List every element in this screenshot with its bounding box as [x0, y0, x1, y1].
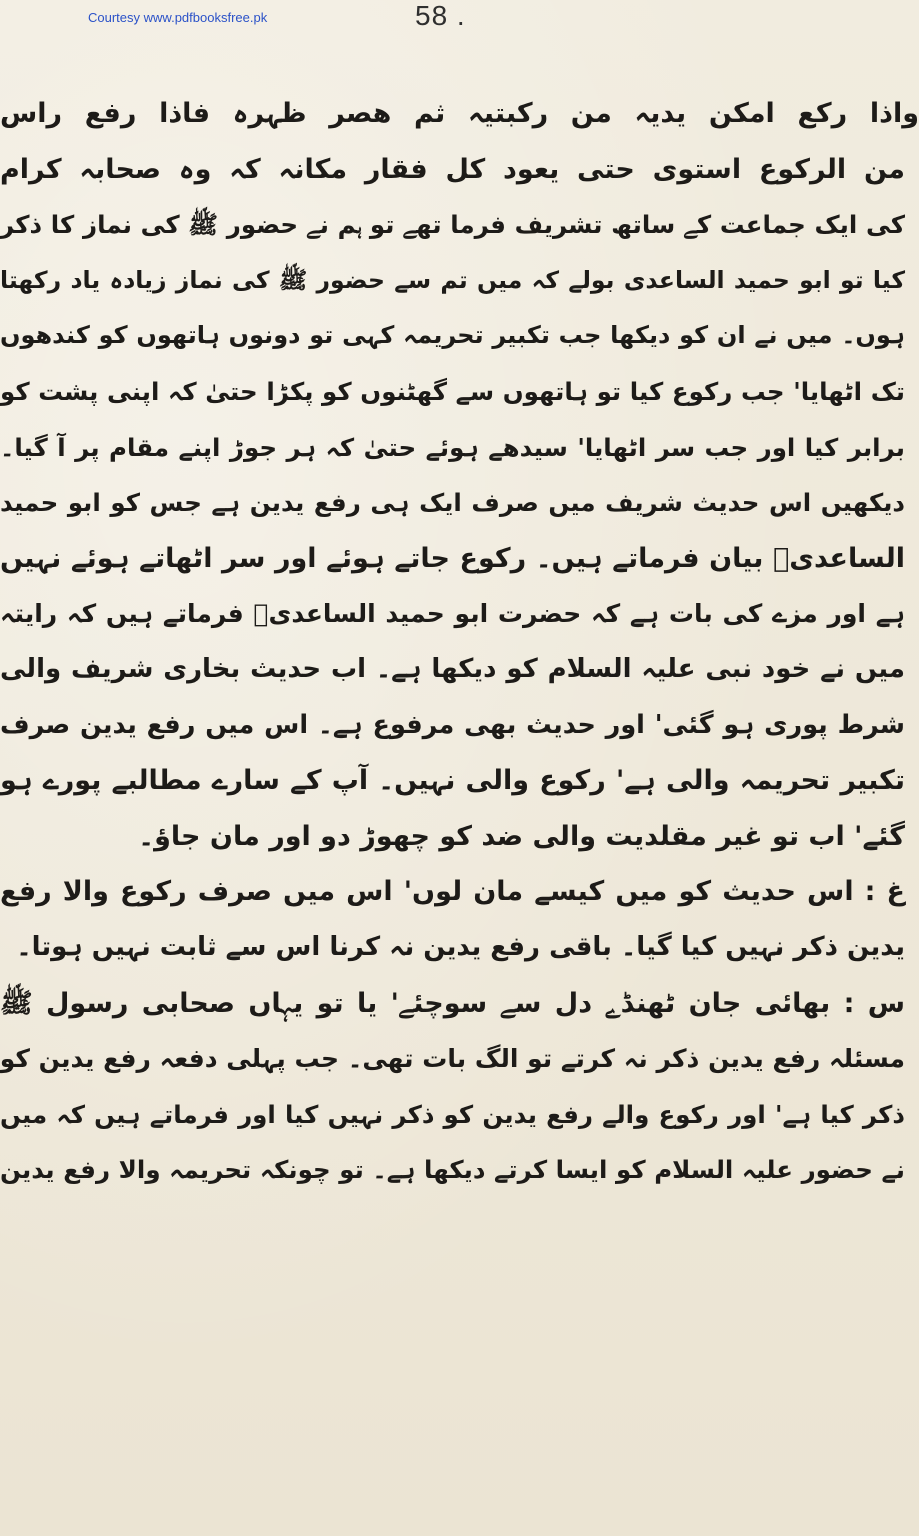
text-line-17: س : بھائی جان ٹھنڈے دل سے سوچئے' یا تو یہاں صحابی رسول ﷺ — [0, 987, 905, 1019]
text-line-1: واذا رکع امکن یدیہ من رکبتیہ ثم ھصر ظہرہ فاذا رفع راس — [0, 98, 919, 129]
text-line-3: کی ایک جماعت کے ساتھ تشریف فرما تھے تو ہم نے حضور ﷺ کی نماز کا ذکر — [0, 210, 905, 240]
text-line-6: تک اٹھایا' جب رکوع کیا تو ہاتھوں سے گھٹنوں کو پکڑا حتیٰ کہ اپنی پشت کو — [0, 376, 905, 406]
text-line-10: ہے اور مزے کی بات ہے کہ حضرت ابو حمید الساعدیؓ فرماتے ہیں کہ رایتہ — [0, 599, 905, 629]
page-number: 58 . — [415, 0, 466, 31]
text-line-8: دیکھیں اس حدیث شریف میں صرف ایک ہی رفع یدین ہے جس کو ابو حمید — [0, 488, 905, 518]
text-line-18: مسئلہ رفع یدین ذکر نہ کرتے تو الگ بات تھی۔ جب پہلی دفعہ رفع یدین کو — [0, 1044, 905, 1074]
text-line-7: برابر کیا اور جب سر اٹھایا' سیدھے ہوئے حتیٰ کہ ہر جوڑ اپنے مقام پر آ گیا۔ — [0, 432, 905, 462]
text-line-16: یدین ذکر نہیں کیا گیا۔ باقی رفع یدین نہ کرنا اس سے ثابت نہیں ہوتا۔ — [16, 931, 905, 962]
text-line-5: ہوں۔ میں نے ان کو دیکھا جب تکبیر تحریمہ کہی تو دونوں ہاتھوں کو کندھوں — [0, 321, 905, 350]
text-line-19: ذکر کیا ہے' اور رکوع والے رفع یدین کو ذکر نہیں کیا اور فرماتے ہیں کہ میں — [0, 1099, 905, 1129]
courtesy-watermark: Courtesy www.pdfbooksfree.pk — [88, 10, 268, 25]
page-body-text — [0, 86, 919, 1198]
text-line-12: شرط پوری ہو گئی' اور حدیث بھی مرفوع ہے۔ اس میں رفع یدین صرف — [0, 709, 905, 740]
text-line-14: گئے' اب تو غیر مقلدیت والی ضد کو چھوڑ دو اور مان جاؤ۔ — [138, 820, 905, 852]
text-line-4: کیا تو ابو حمید الساعدی بولے کہ میں تم سے حضور ﷺ کی نماز زیادہ یاد رکھتا — [0, 265, 905, 294]
text-line-2: من الرکوع استوی حتی یعود کل فقار مکانہ کہ وہ صحابہ کرام — [0, 153, 905, 185]
text-line-13: تکبیر تحریمہ والی ہے' رکوع والی نہیں۔ آپ کے سارے مطالبے پورے ہو — [0, 765, 905, 797]
text-line-11: میں نے خود نبی علیہ السلام کو دیکھا ہے۔ اب حدیث بخاری شریف والی — [0, 653, 905, 684]
text-line-15: غ : اس حدیث کو میں کیسے مان لوں' اس میں صرف رکوع والا رفع — [0, 876, 905, 908]
text-line-20: نے حضور علیہ السلام کو ایسا کرتے دیکھا ہے۔ تو چونکہ تحریمہ والا رفع یدین — [0, 1155, 905, 1185]
text-line-9: الساعدیؓ بیان فرماتے ہیں۔ رکوع جاتے ہوئے اور سر اٹھاتے ہوئے نہیں — [0, 542, 905, 574]
